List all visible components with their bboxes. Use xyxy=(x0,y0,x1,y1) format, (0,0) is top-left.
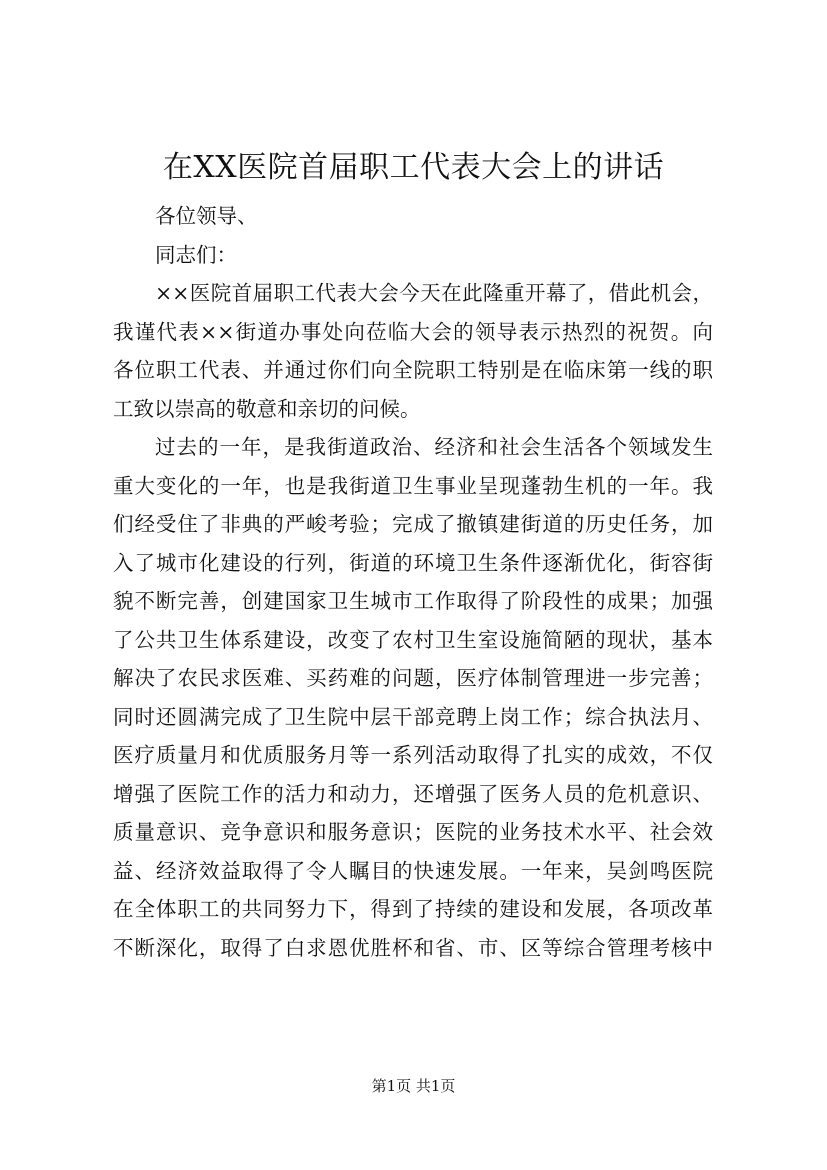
paragraph-line: 入了城市化建设的行列，街道的环境卫生条件逐渐优化，街容街 xyxy=(113,550,713,575)
paragraph-line: 了公共卫生体系建设，改变了农村卫生室设施简陋的现状，基本 xyxy=(113,627,713,652)
paragraph-line: 质量意识、竞争意识和服务意识；医院的业务技术水平、社会效 xyxy=(113,820,713,844)
paragraph-line: 在全体职工的共同努力下，得到了持续的建设和发展，各项改革 xyxy=(113,897,713,921)
paragraph-line: 过去的一年，是我街道政治、经济和社会生活各个领域发生 xyxy=(155,435,713,459)
paragraph-line: 我谨代表××街道办事处向莅临大会的领导表示热烈的祝贺。向 xyxy=(113,319,713,344)
salutation-line: 各位领导、 xyxy=(155,204,258,228)
document-title: 在XX医院首届职工代表大会上的讲话 xyxy=(162,150,665,185)
paragraph-line: 不断深化，取得了白求恩优胜杯和省、市、区等综合管理考核中 xyxy=(113,935,713,960)
paragraph-1 xyxy=(113,274,713,428)
paragraph-line: 重大变化的一年，也是我街道卫生事业呈现蓬勃生机的一年。我 xyxy=(113,473,713,498)
paragraph-line: 医疗质量月和优质服务月等一系列活动取得了扎实的成效，不仅 xyxy=(113,743,713,767)
page-footer xyxy=(0,1075,827,1097)
paragraph-line: 同时还圆满完成了卫生院中层干部竞聘上岗工作；综合执法月、 xyxy=(113,704,713,729)
paragraph-line: 们经受住了非典的严峻考验；完成了撤镇建街道的历史任务，加 xyxy=(113,512,713,536)
paragraph-line: 各位职工代表、并通过你们向全院职工特别是在临床第一线的职 xyxy=(113,358,713,382)
salutation-line: 同志们： xyxy=(155,242,237,267)
paragraph-line: 貌不断完善，创建国家卫生城市工作取得了阶段性的成果；加强 xyxy=(113,589,713,613)
page-number-label: 第1页 共1页 xyxy=(371,1077,456,1095)
paragraph-line: ××医院首届职工代表大会今天在此隆重开幕了，借此机会， xyxy=(155,281,713,305)
document-body xyxy=(113,197,713,967)
paragraph-line: 增强了医院工作的活力和动力，还增强了医务人员的危机意识、 xyxy=(113,781,713,806)
paragraph-line: 益、经济效益取得了令人瞩目的快速发展。一年来，吴剑鸣医院 xyxy=(113,858,713,883)
paragraph-2 xyxy=(113,428,713,967)
paragraph-line: 工致以崇高的敬意和亲切的问候。 xyxy=(113,396,421,421)
paragraph-line: 解决了农民求医难、买药难的问题，医疗体制管理进一步完善； xyxy=(113,666,713,690)
